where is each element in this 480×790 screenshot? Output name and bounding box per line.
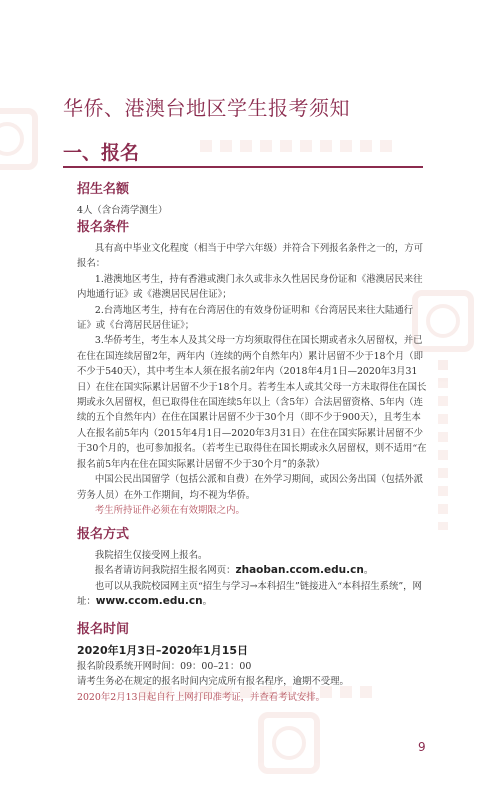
conditions-intro: 具有高中毕业文化程度（相当于中学六年级）并符合下列报名条件之一的，方可报名： (77, 243, 423, 270)
section-divider (63, 166, 423, 168)
campus-url-link[interactable]: www.ccom.edu.cn (95, 595, 203, 608)
quota-block (77, 181, 427, 218)
method-line-1: 我院招生仅接受网上报名。 (94, 550, 208, 561)
quota-text: 4人（含台湾学测生） (77, 205, 168, 216)
method-line-2-end: 。 (363, 565, 374, 577)
method-block (77, 526, 427, 610)
time-print-note: 2020年2月13日起自行上网打印准考证，并查看考试安排。 (77, 691, 326, 703)
section-header (63, 130, 423, 170)
time-warning: 请考生务必在规定的报名时间内完成所有报名程序，逾期不受理。 (77, 676, 349, 688)
method-line-2-text: 报名者请访问我院招生报名网页： (94, 565, 236, 577)
watermark-seal-left (0, 108, 38, 170)
conditions-note: 考生所持证件必须在有效期限之内。 (94, 504, 245, 516)
quota-heading: 招生名额 (77, 182, 130, 197)
watermark-seal-bottom (258, 712, 320, 774)
enrollment-url-link[interactable]: zhaoban.ccom.edu.cn (235, 564, 364, 577)
time-heading: 报名时间 (77, 622, 130, 637)
page-number: 9 (418, 740, 426, 754)
time-range: 2020年1月3日–2020年1月15日 (77, 644, 248, 657)
condition-item-1: 1.港澳地区考生，持有香港或澳门永久或非永久性居民身份证和《港澳居民来往内地通行证》或《港澳居民居住证》； (77, 273, 423, 301)
method-line-2 (77, 563, 427, 578)
condition-item-3: 3.华侨考生，考生本人及其父母一方均须取得住在国长期或者永久居留权，并已在住在国连续居留2年，两年内（连续的两个自然年内）累计居留不少于18个月（即不少于540天），其中考生本人须在报名前2年内（2018年4月1日—2020年3月31日）在住在国实际累计居留不少于18个月。若考生本人或其父母一方未取得住在国长期或永久居留权，但已取得住在国连续5年以上（含5年）合法居留资格、5年内（连续的五个自然年内）在住在国累计居留不少于30个月（即不少于900天），且考生本人在报名前5年内（2015年4月1日—2020年3月31日）在住在国实际累计居留不少于30个月的，也可参加报名。（若考生已取得住在国长期或永久居留权，则不适用“在报名前5年内在住在国实际累计居留不少于30个月”的条款） (77, 335, 427, 470)
time-hours: 报名阶段系统开网时间：09：00–21：00 (77, 661, 252, 672)
condition-item-2: 2.台湾地区考生，持有在台湾居住的有效身份证明和《台湾居民来往大陆通行证》或《台湾居民居住证》； (77, 304, 414, 332)
conditions-block (77, 219, 427, 518)
section-label: 一、报名 (63, 142, 140, 164)
time-block (77, 621, 427, 705)
method-heading: 报名方式 (77, 527, 130, 542)
method-line-3 (77, 579, 427, 610)
method-line-3-end: 。 (202, 596, 212, 608)
method-line-3-text: 也可以从我院校园网主页“招生与学习→本科招生”链接进入“本科招生系统”，网址： (77, 580, 422, 608)
conditions-heading: 报名条件 (77, 220, 130, 235)
page-title: 华侨、港澳台地区学生报考须知 (63, 96, 350, 120)
condition-item-4: 中国公民出国留学（包括公派和自费）在外学习期间，或因公务出国（包括外派劳务人员）在外工作期间，均不视为华侨。 (77, 474, 423, 501)
